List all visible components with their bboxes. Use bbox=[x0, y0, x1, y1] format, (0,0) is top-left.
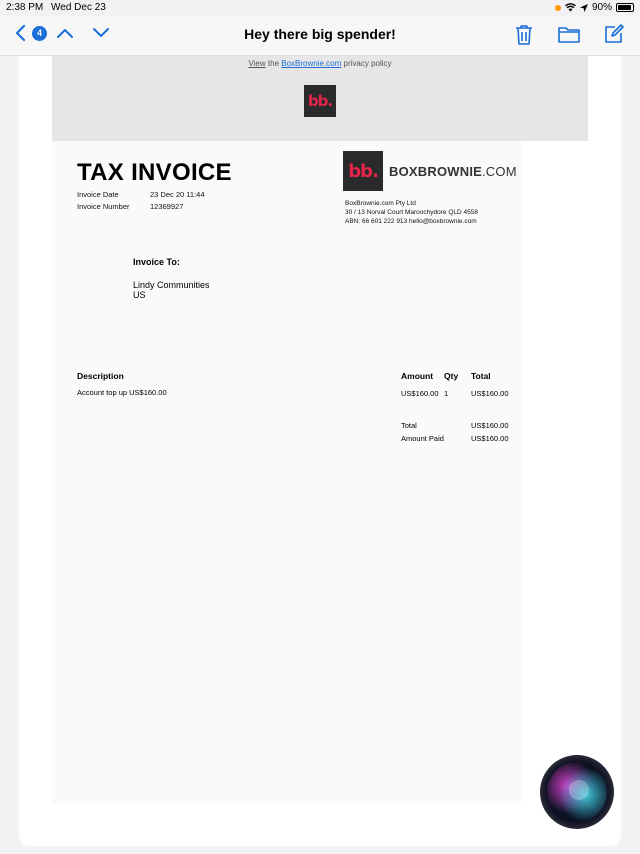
invoice-to-heading: Invoice To: bbox=[133, 257, 180, 267]
status-bar bbox=[0, 0, 640, 16]
privacy-notice bbox=[52, 59, 588, 68]
summary-paid-value: US$160.00 bbox=[471, 434, 509, 443]
company-line-3: ABN: 66 601 222 913 hello@boxbrownie.com bbox=[345, 218, 477, 225]
recording-dot-icon bbox=[555, 5, 561, 11]
view-link[interactable]: View bbox=[248, 59, 266, 68]
mail-toolbar bbox=[0, 16, 640, 56]
location-arrow-icon bbox=[580, 4, 588, 12]
invoice-to-line-1: Lindy Communities bbox=[133, 280, 210, 290]
qty-header: Qty bbox=[444, 371, 459, 381]
summary-total-value: US$160.00 bbox=[471, 421, 509, 430]
boxbrownie-link[interactable]: BoxBrownie.com bbox=[281, 59, 342, 68]
compose-icon[interactable] bbox=[604, 24, 624, 44]
status-time: 2:38 PM bbox=[6, 2, 44, 13]
amount-cell: US$160.00 bbox=[401, 389, 439, 398]
invoice-number-value: 12369927 bbox=[150, 202, 184, 211]
company-brand bbox=[343, 151, 517, 191]
invoice-to bbox=[133, 257, 210, 300]
trash-icon[interactable] bbox=[514, 24, 534, 46]
amount-header: Amount bbox=[401, 371, 434, 381]
invoice-date-label: Invoice Date bbox=[77, 190, 119, 199]
wifi-icon bbox=[565, 3, 576, 12]
status-icons bbox=[555, 2, 634, 13]
unread-count-badge[interactable]: 4 bbox=[32, 26, 47, 41]
siri-orb-icon[interactable] bbox=[539, 754, 615, 830]
company-line-2: 30 / 13 Norval Court Maroochydore QLD 4558 bbox=[345, 209, 478, 216]
invoice-meta bbox=[77, 189, 205, 213]
bb-logo-small bbox=[304, 85, 336, 117]
invoice-number-label: Invoice Number bbox=[77, 202, 130, 211]
status-date: Wed Dec 23 bbox=[51, 2, 106, 13]
total-header: Total bbox=[471, 371, 491, 381]
invoice-title: TAX INVOICE bbox=[77, 159, 232, 186]
folder-icon[interactable] bbox=[558, 24, 580, 44]
bb-logo-small-text: bb. bbox=[307, 92, 333, 110]
brand-name bbox=[389, 164, 517, 179]
company-address bbox=[345, 199, 478, 226]
brand-name-suffix: .COM bbox=[482, 163, 517, 179]
invoice-document bbox=[52, 141, 522, 803]
summary-paid-label: Amount Paid bbox=[401, 434, 444, 443]
invoice-date-value: 23 Dec 20 11:44 bbox=[150, 190, 205, 199]
battery-percent: 90% bbox=[591, 2, 612, 13]
qty-cell: 1 bbox=[444, 389, 449, 398]
description-header: Description bbox=[77, 371, 124, 381]
bb-logo-large bbox=[343, 151, 383, 191]
battery-icon bbox=[616, 3, 634, 12]
message-actions bbox=[514, 24, 624, 46]
description-cell: Account top up US$160.00 bbox=[77, 388, 167, 397]
invoice-to-line-2: US bbox=[133, 290, 146, 300]
summary-total-label: Total bbox=[401, 421, 417, 430]
email-header-band bbox=[52, 56, 588, 141]
total-cell: US$160.00 bbox=[471, 389, 509, 398]
privacy-the: the bbox=[267, 59, 280, 68]
message-subject: Hey there big spender! bbox=[244, 26, 396, 42]
privacy-suffix: privacy policy bbox=[343, 59, 392, 68]
company-line-1: BoxBrownie.com Pty Ltd bbox=[345, 200, 416, 207]
brand-name-main: BOXBROWNIE bbox=[389, 163, 482, 179]
bb-logo-large-text: bb. bbox=[348, 160, 378, 182]
